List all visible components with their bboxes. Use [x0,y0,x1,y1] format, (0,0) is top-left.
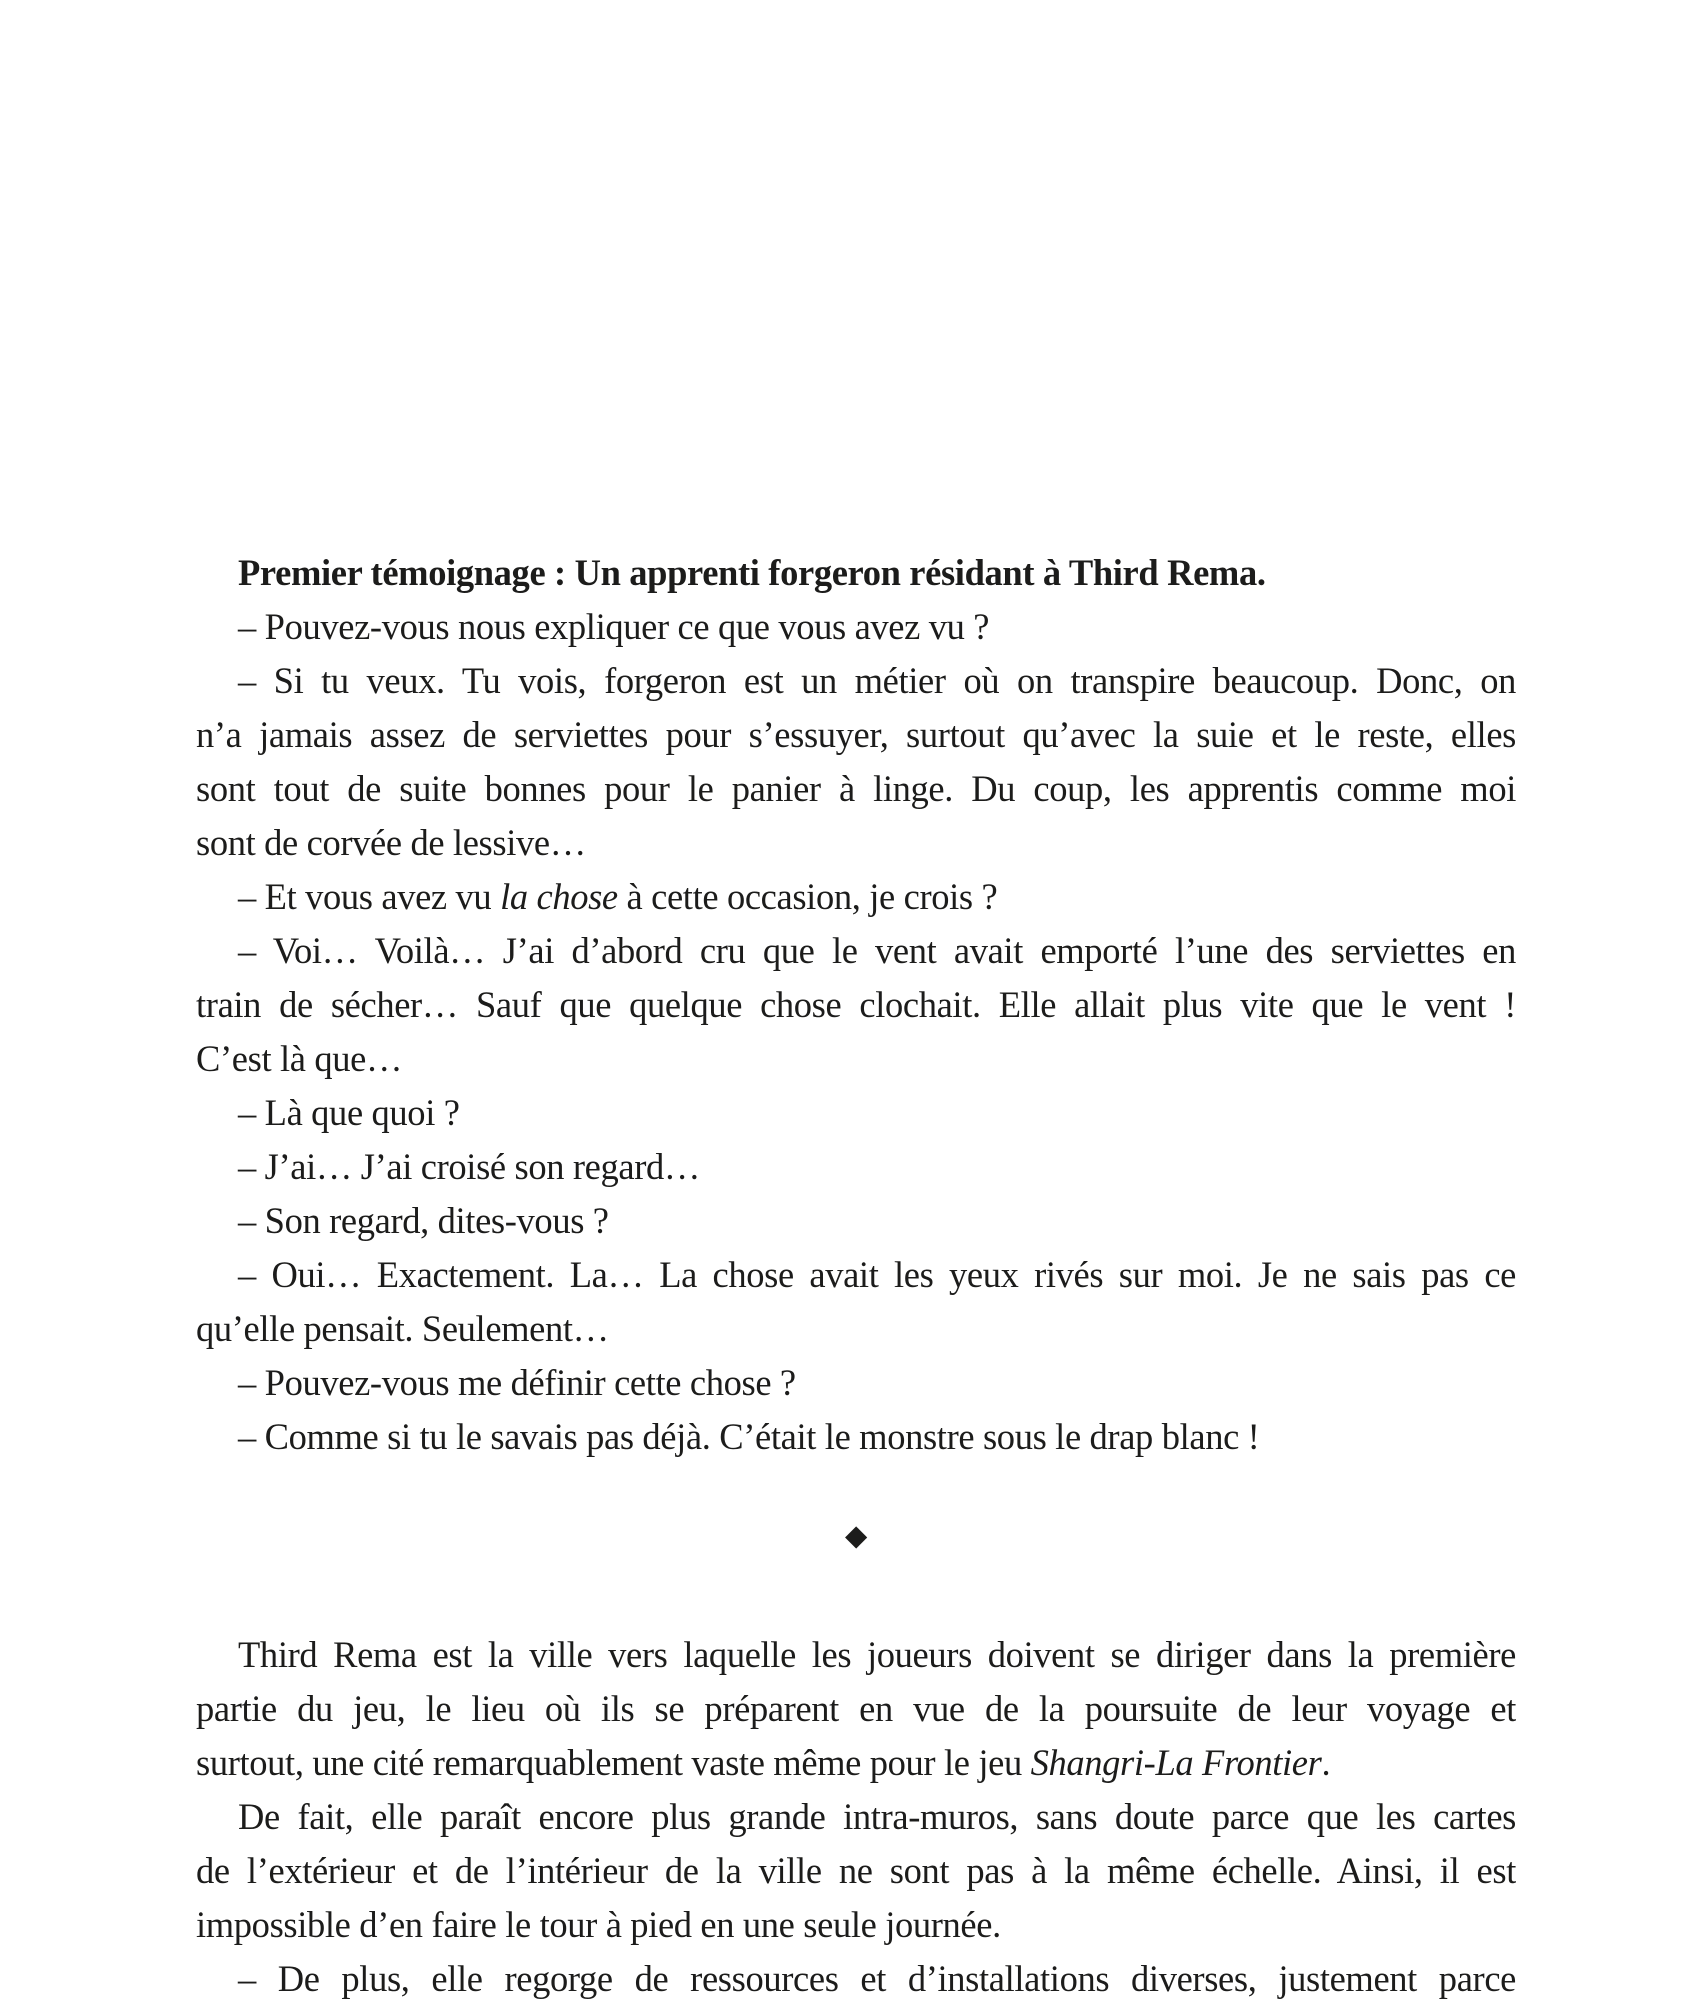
text-line [196,1032,1516,1086]
text-line [196,1790,1516,1844]
paragraph [196,1628,1516,1790]
paragraph [196,1952,1516,2006]
text-run: C’est là que… [196,1038,403,1079]
text-run: de l’extérieur et de l’intérieur de la ville ne sont pas à la même échelle. Ainsi, il est [196,1850,1516,1891]
text-line [196,708,1516,762]
section-separator [196,1508,1516,1562]
text-line [196,1356,1516,1410]
text-run: – De plus, elle regorge de ressources et d’installations diverses, justement parce [238,1958,1516,1999]
text-line [196,816,1516,870]
text-line [196,1086,1516,1140]
text-run: . [1321,1742,1331,1783]
paragraph [196,1790,1516,1952]
heading-line [196,546,1516,600]
text-run: sont de corvée de lessive… [196,822,586,863]
text-line [196,978,1516,1032]
text-line [196,654,1516,708]
text-run: Premier témoignage : Un apprenti forgeron résidant à Third Rema. [238,552,1266,593]
text-line [196,1140,1516,1194]
text-line [196,1682,1516,1736]
text-run: – Son regard, dites-vous ? [238,1200,609,1241]
text-line [196,1302,1516,1356]
paragraph [196,1410,1516,1464]
text-line [196,870,1516,924]
italic-run: la chose [500,876,618,917]
text-line [196,1952,1516,2006]
text-run: – Et vous avez vu [238,876,501,917]
text-line [196,1844,1516,1898]
text-run: sont tout de suite bonnes pour le panier à linge. Du coup, les apprentis comme moi [196,768,1516,809]
paragraph [196,600,1516,654]
text-line [196,924,1516,978]
text-run: qu’elle pensait. Seulement… [196,1308,609,1349]
text-run: – Voi… Voilà… J’ai d’abord cru que le vent avait emporté l’une des serviettes en [238,930,1516,971]
text-run: – Comme si tu le savais pas déjà. C’était le monstre sous le drap blanc ! [238,1416,1260,1457]
text-run: – Oui… Exactement. La… La chose avait les yeux rivés sur moi. Je ne sais pas ce [238,1254,1516,1295]
text-line [196,600,1516,654]
text-block [196,546,1516,2006]
text-line [196,1410,1516,1464]
text-line [196,1194,1516,1248]
heading-paragraph [196,546,1516,600]
paragraph [196,1356,1516,1410]
italic-run: Shangri-La Frontier [1030,1742,1322,1783]
text-run: à cette occasion, je crois ? [617,876,998,917]
text-line [196,1248,1516,1302]
paragraph [196,1140,1516,1194]
text-line [196,762,1516,816]
text-run: – Là que quoi ? [238,1092,460,1133]
text-run: – Si tu veux. Tu vois, forgeron est un métier où on transpire beaucoup. Donc, on [238,660,1516,701]
text-line [196,1736,1516,1790]
text-run: – Pouvez-vous me définir cette chose ? [238,1362,796,1403]
text-run: surtout, une cité remarquablement vaste même pour le jeu [196,1742,1031,1783]
paragraph [196,654,1516,870]
paragraph [196,924,1516,1086]
text-run: De fait, elle paraît encore plus grande intra-muros, sans doute parce que les cartes [238,1796,1516,1837]
text-run: – J’ai… J’ai croisé son regard… [238,1146,701,1187]
text-run: – Pouvez-vous nous expliquer ce que vous avez vu ? [238,606,990,647]
paragraph [196,870,1516,924]
paragraph [196,1248,1516,1356]
text-line [196,1628,1516,1682]
paragraph [196,1086,1516,1140]
diamond-icon: ◆ [845,1518,867,1552]
text-run: Third Rema est la ville vers laquelle les joueurs doivent se diriger dans la première [238,1634,1516,1675]
paragraph [196,1194,1516,1248]
text-line [196,1898,1516,1952]
text-run: partie du jeu, le lieu où ils se préparent en vue de la poursuite de leur voyage et [196,1688,1516,1729]
text-run: n’a jamais assez de serviettes pour s’essuyer, surtout qu’avec la suie et le reste, elles [196,714,1516,755]
text-run: train de sécher… Sauf que quelque chose clochait. Elle allait plus vite que le vent ! [196,984,1516,1025]
text-run: impossible d’en faire le tour à pied en une seule journée. [196,1904,1001,1945]
